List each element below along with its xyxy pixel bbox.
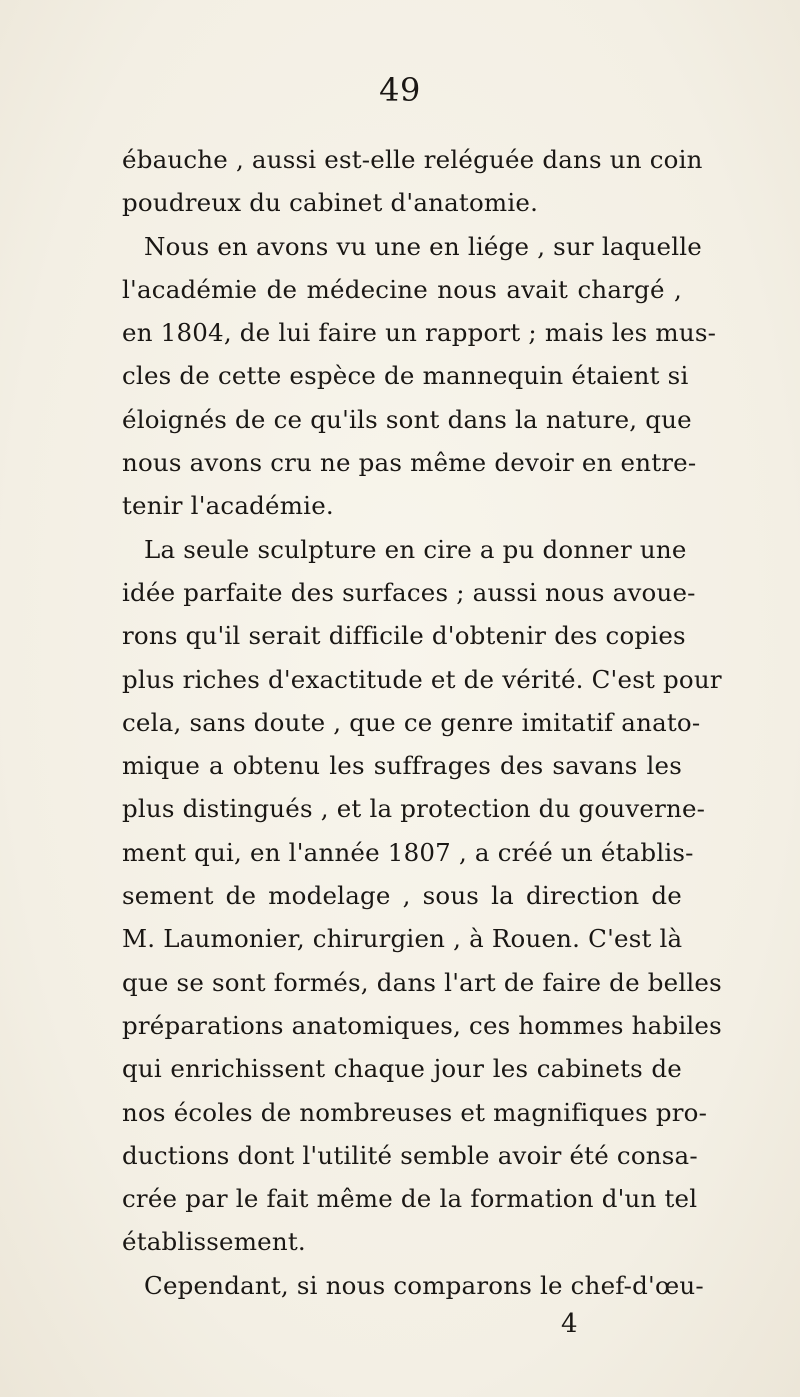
- text-line: ductions dont l'utilité semble avoir été consa-: [122, 1140, 698, 1170]
- text-line: tenir l'académie.: [122, 491, 334, 521]
- text-line: sement de modelage , sous la direction de: [122, 881, 682, 911]
- text-line: nos écoles de nombreuses et magnifiques pro-: [122, 1097, 708, 1127]
- text-line: cles de cette espèce de mannequin étaient si: [122, 361, 689, 391]
- text-line: préparations anatomiques, ces hommes habiles: [122, 1010, 722, 1040]
- signature-mark: 4: [561, 1309, 578, 1339]
- text-line: crée par le fait même de la formation d'un tel: [122, 1184, 698, 1214]
- text-line: rons qu'il serait difficile d'obtenir des copies: [122, 621, 686, 651]
- text-line: La seule sculpture en cire a pu donner une: [144, 534, 687, 564]
- text-line: poudreux du cabinet d'anatomie.: [122, 188, 539, 218]
- text-line: Nous en avons vu une en liége , sur laquelle: [144, 231, 702, 261]
- text-line: ment qui, en l'année 1807 , a créé un établis-: [122, 837, 694, 867]
- text-line: établissement.: [122, 1227, 306, 1257]
- text-line: idée parfaite des surfaces ; aussi nous avoue-: [122, 577, 696, 607]
- text-line: mique a obtenu les suffrages des savans les: [122, 751, 682, 781]
- text-line: Cependant, si nous comparons le chef-d'œu-: [144, 1270, 704, 1300]
- text-line: nous avons cru ne pas même devoir en entre-: [122, 448, 697, 478]
- text-line: que se sont formés, dans l'art de faire de belles: [122, 967, 722, 997]
- page-number: 49: [379, 71, 421, 109]
- text-line: éloignés de ce qu'ils sont dans la nature, que: [122, 404, 692, 434]
- text-line: cela, sans doute , que ce genre imitatif anato-: [122, 707, 701, 737]
- text-line: plus distingués , et la protection du gouverne-: [122, 794, 706, 824]
- text-line: ébauche , aussi est-elle reléguée dans un coin: [122, 145, 703, 174]
- text-line: qui enrichissent chaque jour les cabinets de: [122, 1054, 682, 1084]
- text-line: en 1804, de lui faire un rapport ; mais les mus-: [122, 318, 717, 348]
- body-text: [122, 138, 722, 1307]
- text-line: M. Laumonier, chirurgien , à Rouen. C'est là: [122, 924, 683, 954]
- text-line: l'académie de médecine nous avait chargé ,: [122, 274, 682, 304]
- text-line: plus riches d'exactitude et de vérité. C'est pour: [122, 664, 722, 694]
